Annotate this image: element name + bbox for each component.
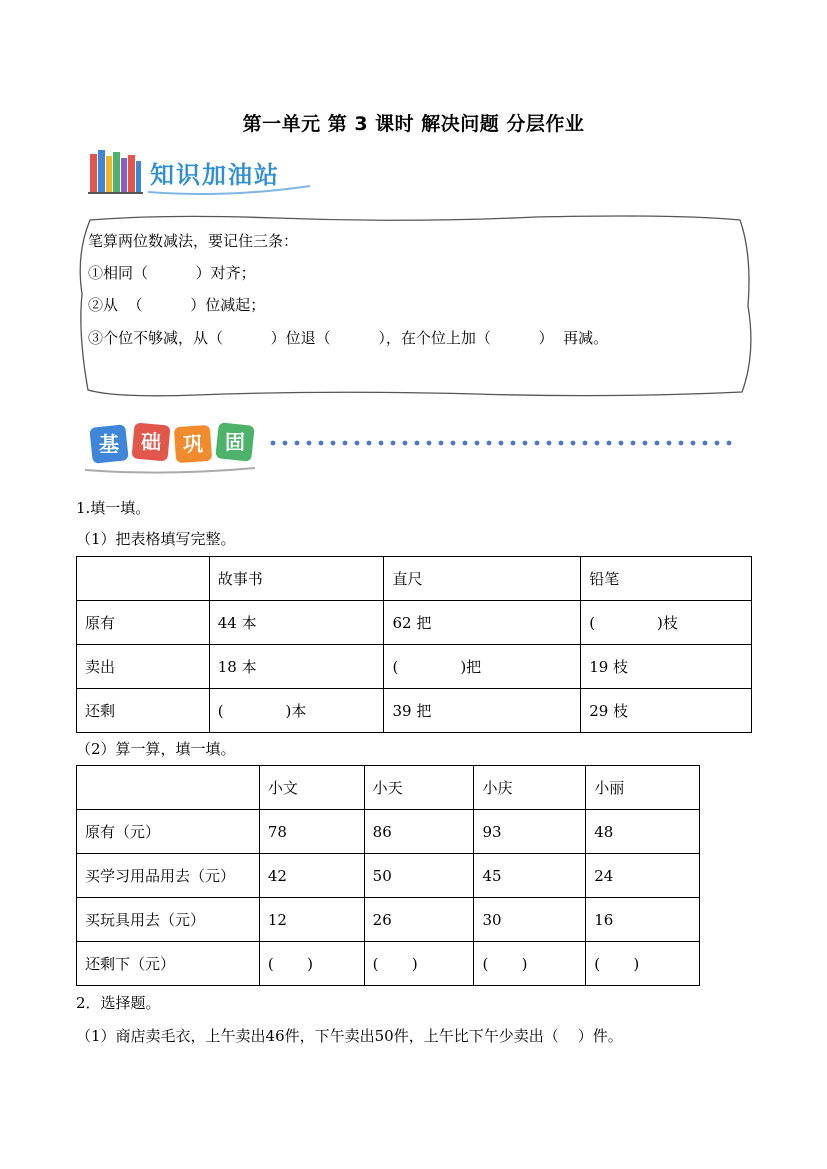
table-cell: 买学习用品用去（元） xyxy=(77,854,260,898)
table-cell xyxy=(77,766,260,810)
table-cell: 原有（元） xyxy=(77,810,260,854)
table-cell: 24 xyxy=(586,854,700,898)
knowledge-line-2: ①相同（ ）对齐； xyxy=(88,264,256,282)
knowledge-line-3: ②从 （ ）位减起； xyxy=(88,296,266,314)
q1-part2-label: （2）算一算，填一填。 xyxy=(76,740,236,758)
table-cell: 50 xyxy=(364,854,474,898)
dotted-divider xyxy=(271,441,732,446)
table-cell: 卖出 xyxy=(77,645,210,689)
table-header-row xyxy=(77,557,752,601)
table-cell: 93 xyxy=(474,810,586,854)
table-row xyxy=(77,942,700,986)
q2-part1: （1）商店卖毛衣，上午卖出46件，下午卖出50件，上午比下午少卖出（ ）件。 xyxy=(76,1027,623,1045)
table-row xyxy=(77,689,752,733)
table-cell: 45 xyxy=(474,854,586,898)
table-cell: 12 xyxy=(259,898,364,942)
answer-blank[interactable]: ( )把 xyxy=(384,645,581,689)
knowledge-banner xyxy=(88,146,318,200)
knowledge-line-4: ③个位不够减，从（ ）位退（ ），在个位上加（ ） 再减。 xyxy=(88,329,609,347)
table-cell: 小天 xyxy=(364,766,474,810)
table-cell: 19 枝 xyxy=(581,645,752,689)
table-cell: 故事书 xyxy=(209,557,384,601)
q1-part1-label: （1）把表格填写完整。 xyxy=(76,530,236,548)
basic-tile-3: 巩 xyxy=(183,432,203,456)
answer-blank[interactable]: ( ) xyxy=(259,942,364,986)
table-1 xyxy=(76,556,752,733)
table-cell: 26 xyxy=(364,898,474,942)
table-row xyxy=(77,645,752,689)
table-cell: 44 本 xyxy=(209,601,384,645)
table-cell: 买玩具用去（元） xyxy=(77,898,260,942)
table-cell xyxy=(77,557,210,601)
knowledge-box xyxy=(76,214,754,398)
answer-blank[interactable]: ( ) xyxy=(364,942,474,986)
page-title: 第一单元 第 3 课时 解决问题 分层作业 xyxy=(242,113,585,135)
table-cell: 78 xyxy=(259,810,364,854)
table-cell: 小文 xyxy=(259,766,364,810)
table-cell: 30 xyxy=(474,898,586,942)
basic-banner xyxy=(85,418,745,478)
table-cell: 直尺 xyxy=(384,557,581,601)
answer-blank[interactable]: ( )本 xyxy=(209,689,384,733)
table-cell: 18 本 xyxy=(209,645,384,689)
table-cell: 还剩下（元） xyxy=(77,942,260,986)
table-cell: 29 枝 xyxy=(581,689,752,733)
knowledge-banner-label: 知识加油站 xyxy=(150,161,280,189)
knowledge-line-1: 笔算两位数减法，要记住三条： xyxy=(88,232,299,250)
basic-tile-1: 基 xyxy=(99,432,119,456)
table-cell: 16 xyxy=(586,898,700,942)
table-cell: 小庆 xyxy=(474,766,586,810)
table-cell: 原有 xyxy=(77,601,210,645)
table-row xyxy=(77,601,752,645)
answer-blank[interactable]: ( ) xyxy=(474,942,586,986)
answer-blank[interactable]: ( )枝 xyxy=(581,601,752,645)
table-cell: 39 把 xyxy=(384,689,581,733)
table-cell: 62 把 xyxy=(384,601,581,645)
answer-blank[interactable]: ( ) xyxy=(586,942,700,986)
table-row xyxy=(77,854,700,898)
table-cell: 48 xyxy=(586,810,700,854)
table-cell: 还剩 xyxy=(77,689,210,733)
table-2 xyxy=(76,765,700,986)
table-cell: 86 xyxy=(364,810,474,854)
q1-heading: 1.填一填。 xyxy=(76,499,151,517)
table-row xyxy=(77,898,700,942)
table-row xyxy=(77,810,700,854)
q2-heading: 2．选择题。 xyxy=(76,994,161,1012)
basic-tile-2: 础 xyxy=(141,430,161,454)
table-header-row xyxy=(77,766,700,810)
table-cell: 小丽 xyxy=(586,766,700,810)
table-cell: 42 xyxy=(259,854,364,898)
basic-tile-4: 固 xyxy=(225,430,245,454)
table-cell: 铅笔 xyxy=(581,557,752,601)
